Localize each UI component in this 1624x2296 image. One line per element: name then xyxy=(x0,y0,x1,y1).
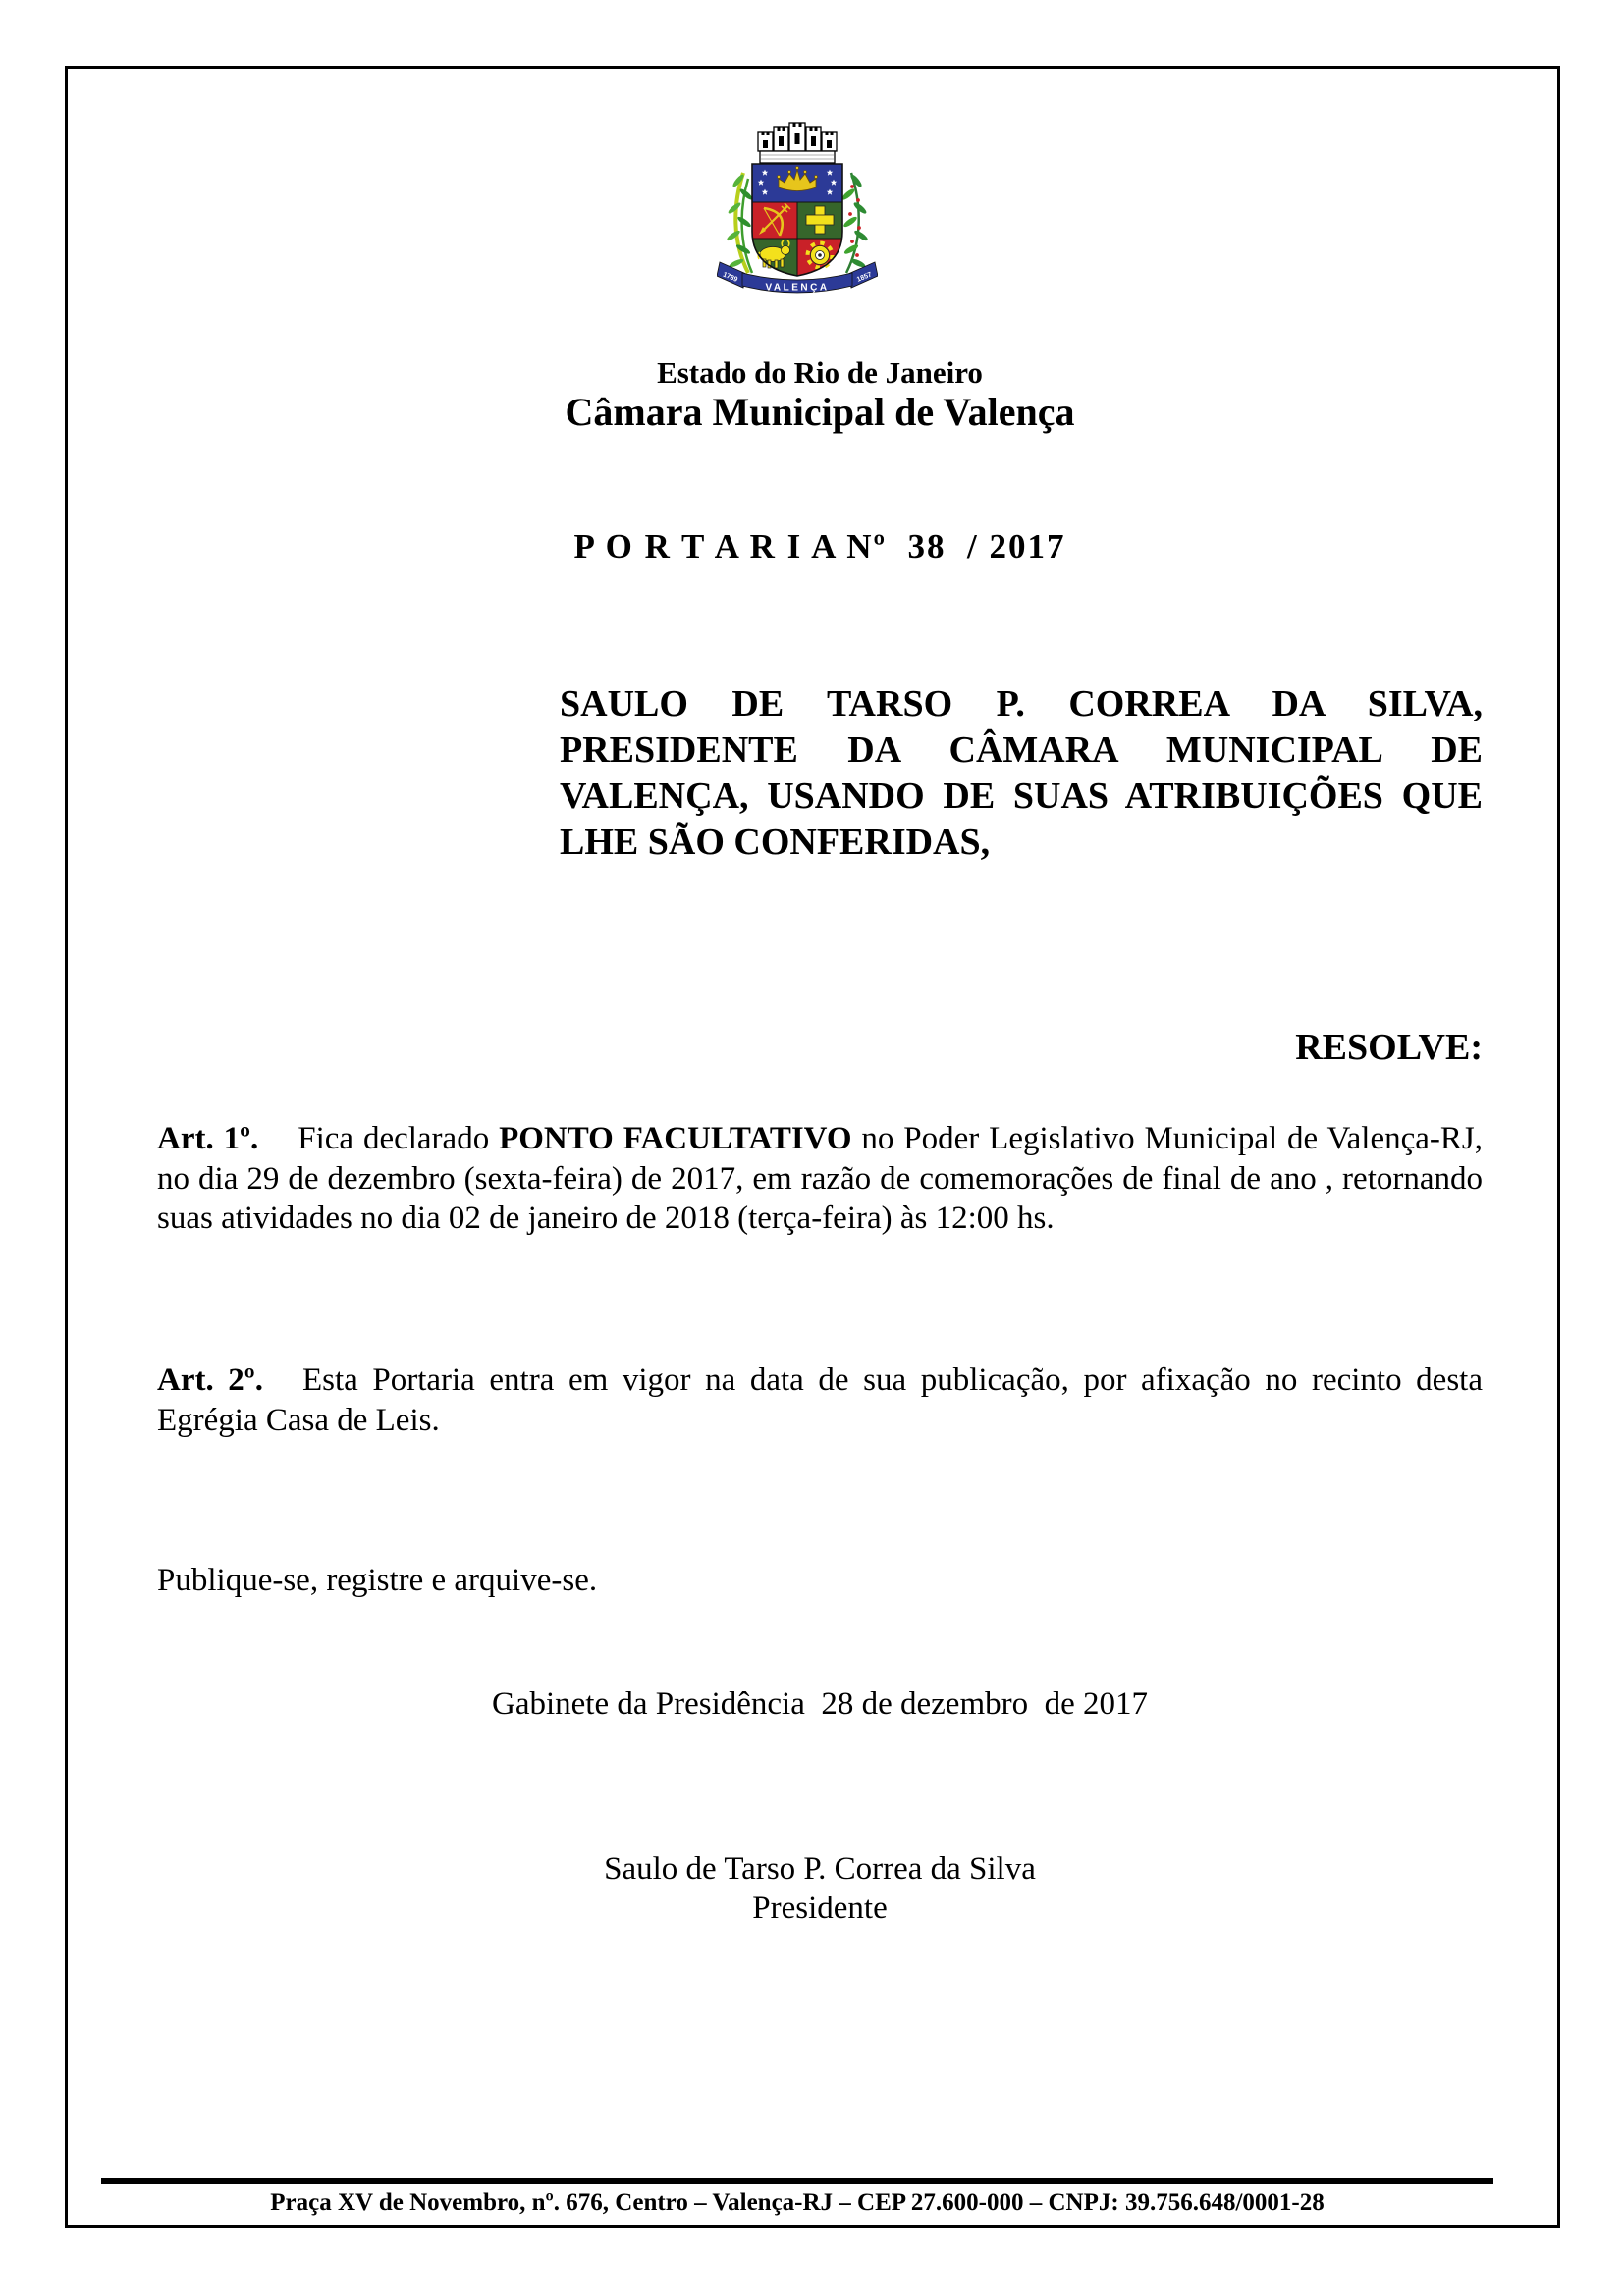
banner-city-name: VALENÇA xyxy=(765,282,830,294)
article-2 xyxy=(157,1361,1483,1440)
coffee-branch-icon xyxy=(840,173,869,273)
signature-role: Presidente xyxy=(752,1891,888,1926)
shield-icon xyxy=(752,164,842,278)
sugarcane-branch-icon xyxy=(726,173,754,273)
banner-year-right: 1857 xyxy=(855,271,873,284)
article-2-label: Art. 2º. xyxy=(157,1362,263,1398)
valenca-coat-of-arms-icon xyxy=(717,116,878,298)
signature-name: Saulo de Tarso P. Correa da Silva xyxy=(604,1851,1036,1887)
dateline: Gabinete da Presidência 28 de dezembro de 2017 xyxy=(491,1686,1148,1722)
mural-crown-icon xyxy=(758,123,837,163)
article-1-label: Art. 1º. xyxy=(157,1121,259,1156)
signature-block xyxy=(157,1849,1483,1928)
article-1-text-post: no Poder Legislativo Municipal de Valença-RJ, no dia 29 de dezembro (sexta-feira) de 2017, em razão de comemorações de final de ano , retornando suas atividades no dia 02 de janeiro de 2018 (terça-feira) às 12:00 hs. xyxy=(157,1121,1483,1236)
article-1-text-pre: Fica declarado xyxy=(298,1121,500,1156)
resolve-label: RESOLVE: xyxy=(1295,1027,1483,1068)
closing-line: Publique-se, registre e arquive-se. xyxy=(157,1563,598,1598)
article-1 xyxy=(157,1119,1483,1239)
footer-address: Praça XV de Novembro, nº. 676, Centro – Valença-RJ – CEP 27.600-000 – CNPJ: 39.756.648/0001-28 xyxy=(270,2189,1325,2216)
article-1-bold-phrase: PONTO FACULTATIVO xyxy=(499,1121,852,1156)
preamble-paragraph: SAULO DE TARSO P. CORREA DA SILVA, PRESIDENTE DA CÂMARA MUNICIPAL DE VALENÇA, USANDO DE SUAS ATRIBUIÇÕES QUE LHE SÃO CONFERIDAS, xyxy=(560,683,1483,863)
portaria-title: P O R T A R I A Nº 38 / 2017 xyxy=(573,527,1066,565)
banner-year-left: 1789 xyxy=(722,271,739,284)
footer-rule xyxy=(101,2178,1493,2184)
org-header: Câmara Municipal de Valença xyxy=(565,390,1075,434)
article-2-text: Esta Portaria entra em vigor na data de sua publicação, por afixação no recinto desta Egrégia Casa de Leis. xyxy=(157,1362,1483,1438)
state-header: Estado do Rio de Janeiro xyxy=(657,355,983,390)
